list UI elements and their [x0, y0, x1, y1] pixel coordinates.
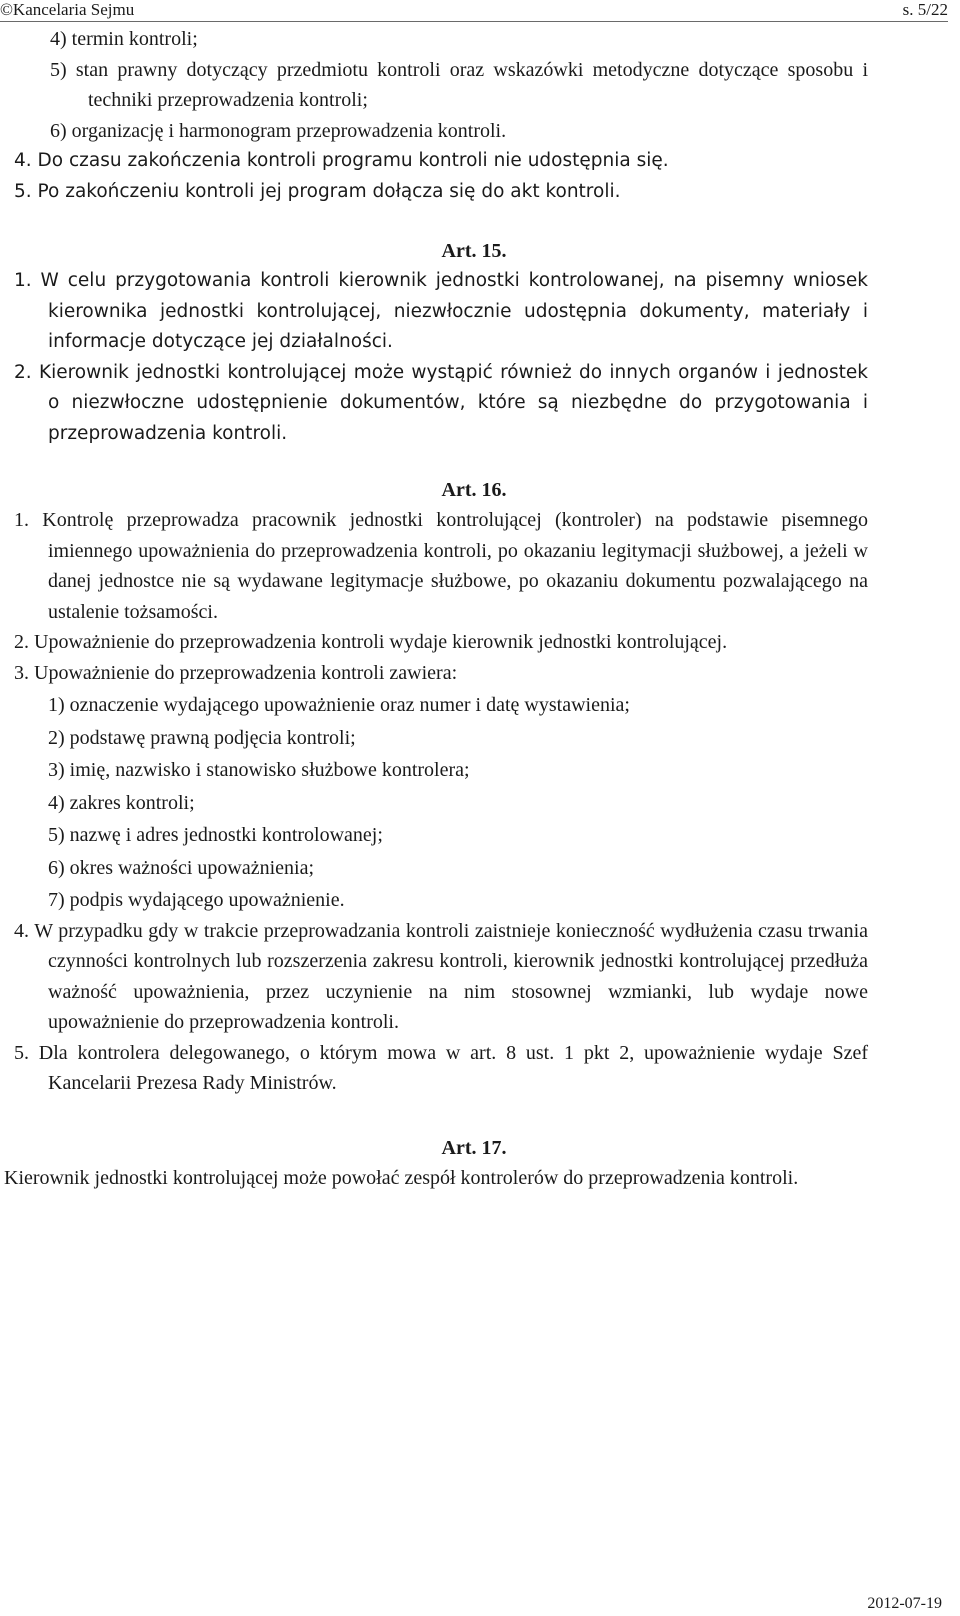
list-item: 4) zakres kontroli;: [48, 791, 195, 814]
article-heading-16: Art. 16.: [441, 479, 507, 501]
header-source: ©Kancelaria Sejmu: [0, 0, 135, 19]
list-item: 1) oznaczenie wydającego upoważnienie oraz numer i datę wystawienia;: [48, 694, 630, 716]
list-item: 6) organizację i harmonogram przeprowadzenia kontroli.: [50, 119, 507, 142]
paragraph: 4. Do czasu zakończenia kontroli programu kontroli nie udostępnia się.: [14, 150, 669, 171]
header-rule: [0, 21, 948, 22]
paragraph: 2. Upoważnienie do przeprowadzenia kontroli wydaje kierownik jednostki kontrolującej.: [14, 631, 728, 653]
list-item: 6) okres ważności upoważnienia;: [48, 856, 315, 879]
paragraph: 5. Po zakończeniu kontroli jej program dołącza się do akt kontroli.: [14, 180, 621, 202]
document-body: [0, 24, 948, 1193]
list-item: 7) podpis wydającego upoważnienie.: [48, 889, 345, 911]
paragraph: 4. W przypadku gdy w trakcie przeprowadzania kontroli zaistnieje konieczność wydłużenia czasu trwania czynności kontrolnych lub rozszerzenia zakresu kontroli, kierownik jednostki kontrolującej przedłuża ważność upoważnienia, przez uczynienie na nim stosownej wzmianki, lub wydaje nowe upoważnienie do przeprowadzenia kontroli.: [14, 919, 868, 1033]
list-item: 2) podstawę prawną podjęcia kontroli;: [48, 726, 356, 749]
list-item: 3) imię, nazwisko i stanowisko służbowe kontrolera;: [48, 759, 470, 781]
paragraph: 3. Upoważnienie do przeprowadzenia kontroli zawiera:: [14, 661, 458, 684]
list-item: 4) termin kontroli;: [50, 28, 198, 50]
article-heading-15: Art. 15.: [441, 240, 507, 262]
header-page-number: s. 5/22: [902, 0, 948, 19]
article-heading-17: Art. 17.: [441, 1136, 507, 1159]
footer-date: 2012-07-19: [867, 1595, 942, 1612]
paragraph: 1. W celu przygotowania kontroli kierownik jednostki kontrolowanej, na pisemny wniosek kierownika jednostki kontrolującej, niezwłocznie udostępnia dokumenty, materiały i informacje dotyczące jej działalności.: [14, 270, 868, 352]
paragraph: 5. Dla kontrolera delegowanego, o którym mowa w art. 8 ust. 1 pkt 2, upoważnienie wydaje Szef Kancelarii Prezesa Rady Ministrów.: [14, 1041, 868, 1094]
list-item: 5) nazwę i adres jednostki kontrolowanej;: [48, 824, 383, 846]
paragraph: Kierownik jednostki kontrolującej może powołać zespół kontrolerów do przeprowadzenia kontroli.: [4, 1166, 799, 1189]
list-item: 5) stan prawny dotyczący przedmiotu kontroli oraz wskazówki metodyczne dotyczące sposobu i techniki przeprowadzenia kontroli;: [50, 58, 868, 111]
paragraph: 2. Kierownik jednostki kontrolującej może wystąpić również do innych organów i jednostek o niezwłoczne udostępnienie dokumentów, które są niezbędne do przygotowania i przeprowadzenia kontroli.: [14, 361, 868, 444]
paragraph: 1. Kontrolę przeprowadza pracownik jednostki kontrolującej (kontroler) na podstawie pisemnego imiennego upoważnienia do przeprowadzenia kontroli, po okazaniu legitymacji służbowej, a jeżeli w danej jednostce nie są wydawane legitymacje służbowe, po okazaniu dokumentu pozwalającego na ustalenie tożsamości.: [14, 509, 868, 623]
